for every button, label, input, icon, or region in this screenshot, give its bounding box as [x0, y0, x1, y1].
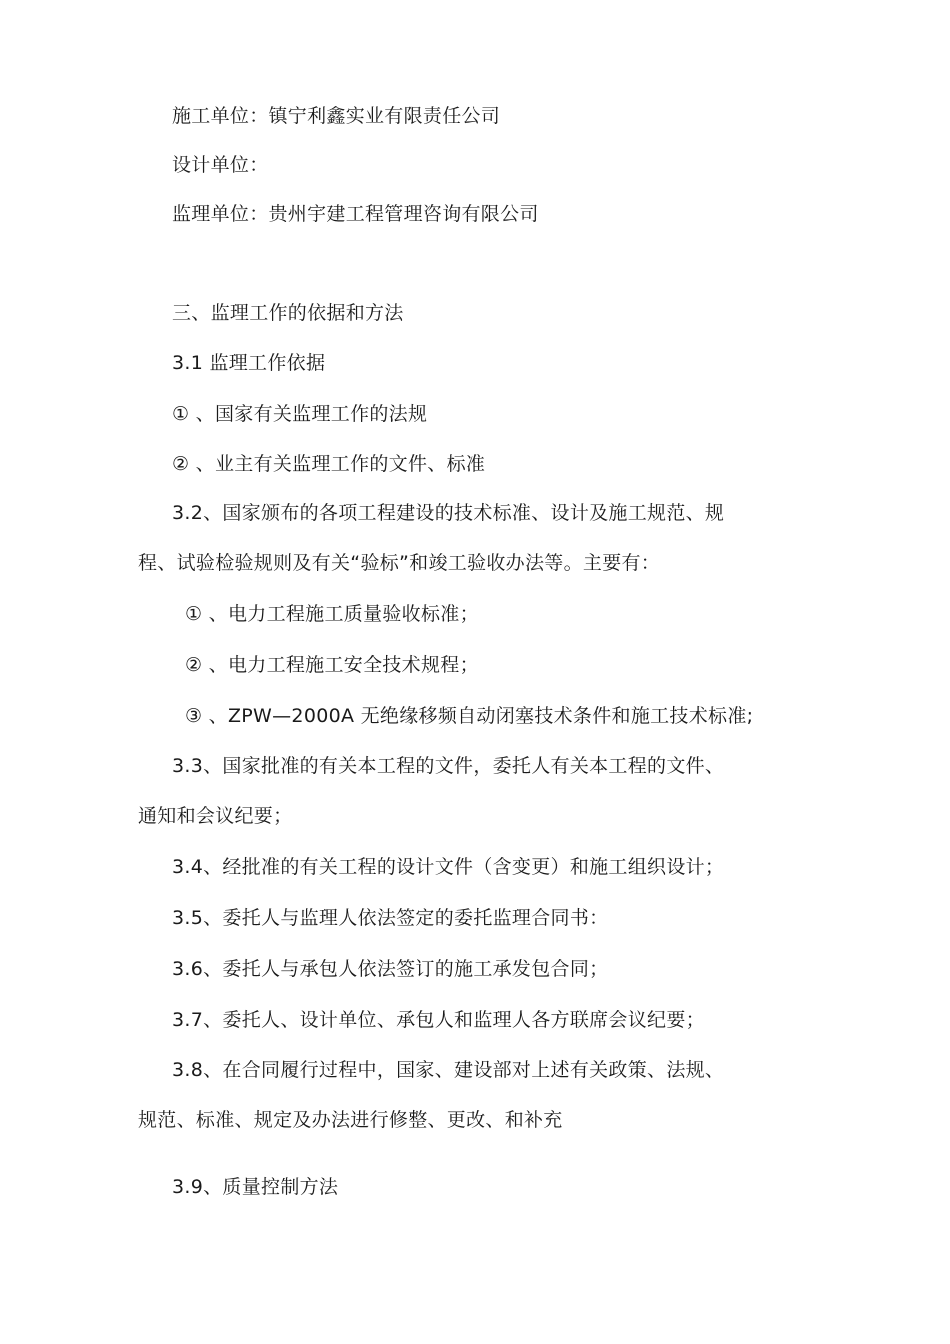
construction-unit: 施工单位：镇宁利鑫实业有限责任公司	[172, 105, 501, 127]
paragraph-3-8-line-2: 规范、标准、规定及办法进行修整、更改、和补充	[138, 1109, 563, 1131]
paragraph-3-9: 3.9、质量控制方法	[172, 1176, 339, 1198]
paragraph-3-6: 3.6、委托人与承包人依法签订的施工承发包合同；	[172, 958, 609, 980]
standard-item-1: ① 、电力工程施工质量验收标准；	[185, 603, 479, 625]
paragraph-3-2-line-2: 程、试验检验规则及有关“验标”和竣工验收办法等。主要有：	[138, 552, 661, 574]
section-heading: 三、监理工作的依据和方法	[172, 302, 404, 324]
paragraph-3-3-line-1: 3.3、国家批准的有关本工程的文件，委托人有关本工程的文件、	[172, 755, 725, 777]
paragraph-3-7: 3.7、委托人、设计单位、承包人和监理人各方联席会议纪要；	[172, 1009, 705, 1031]
paragraph-3-8-line-1: 3.8、在合同履行过程中，国家、建设部对上述有关政策、法规、	[172, 1059, 725, 1081]
paragraph-3-4: 3.4、经批准的有关工程的设计文件（含变更）和施工组织设计；	[172, 856, 725, 878]
paragraph-3-3-line-2: 通知和会议纪要；	[138, 805, 293, 827]
design-unit: 设计单位：	[172, 154, 269, 176]
sub-heading-3-1: 3.1 监理工作依据	[172, 352, 326, 374]
standard-item-3: ③ 、ZPW—2000A 无绝缘移频自动闭塞技术条件和施工技术标准;	[185, 705, 754, 727]
supervision-unit: 监理单位：贵州宇建工程管理咨询有限公司	[172, 203, 539, 225]
paragraph-3-5: 3.5、委托人与监理人依法签定的委托监理合同书：	[172, 907, 609, 929]
paragraph-3-2-line-1: 3.2、国家颁布的各项工程建设的技术标准、设计及施工规范、规	[172, 502, 725, 524]
basis-item-1: ① 、国家有关监理工作的法规	[172, 403, 428, 425]
basis-item-2: ② 、业主有关监理工作的文件、标准	[172, 453, 486, 475]
standard-item-2: ② 、电力工程施工安全技术规程；	[185, 654, 479, 676]
